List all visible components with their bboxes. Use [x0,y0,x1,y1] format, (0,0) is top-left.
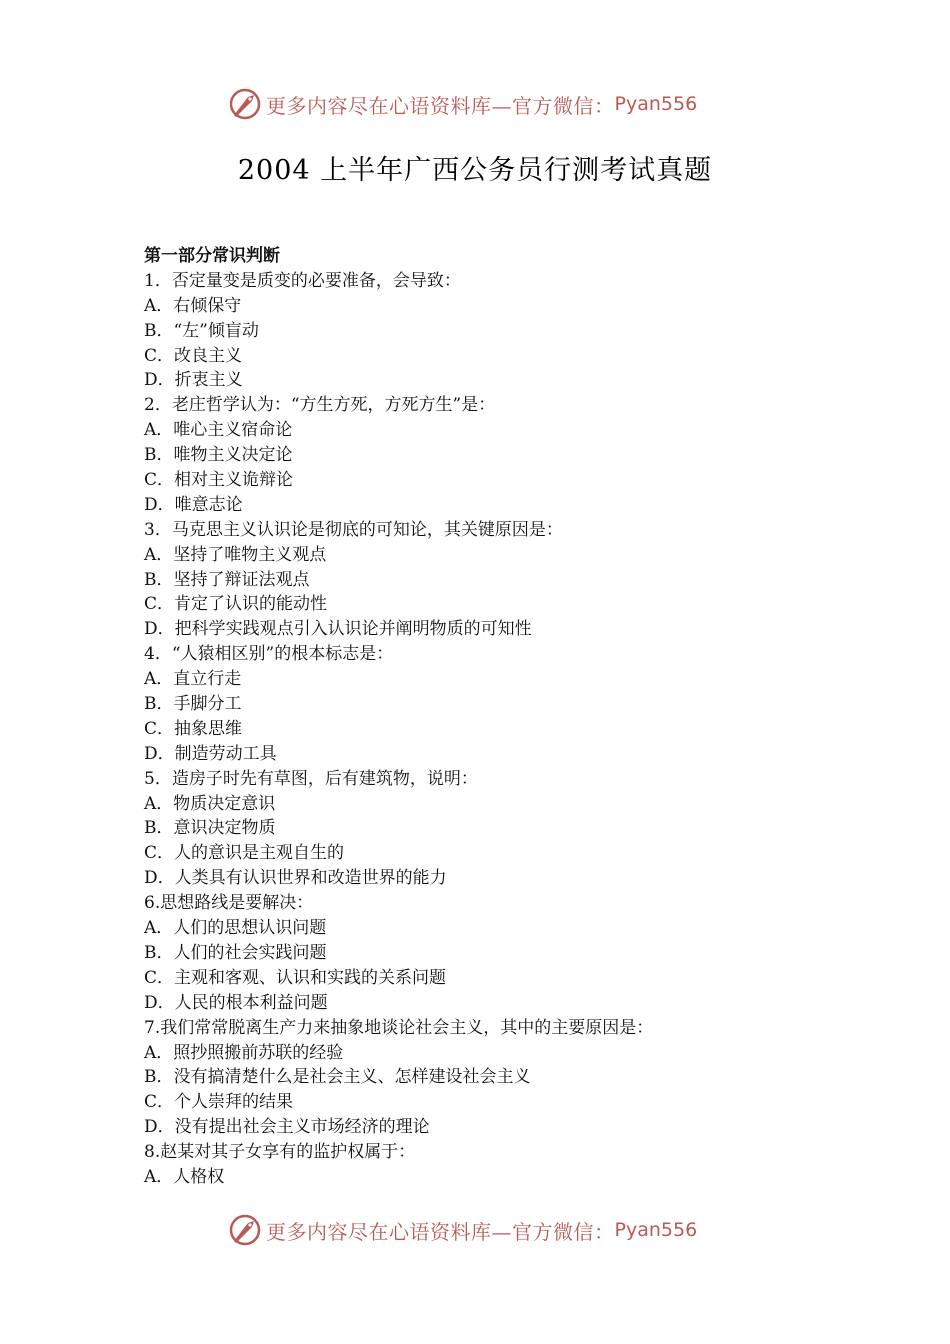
answer-option: C．个人崇拜的结果 [144,1092,294,1113]
question-list [144,269,844,1190]
header-watermark-banner [228,84,748,124]
answer-option: A．物质决定意识 [144,793,276,814]
document-title: 2004 上半年广西公务员行测考试真题 [237,155,713,186]
answer-option: C．人的意识是主观自生的 [144,843,345,864]
question-text: 5．造房子时先有草图，后有建筑物，说明： [144,768,478,789]
answer-option: C．抽象思维 [144,718,243,739]
banner-wechat-id: Pyan556 [614,1219,698,1241]
question-text: 2．老庄哲学认为：“方生方死，方死方生”是： [144,395,496,416]
answer-option: D．没有提出社会主义市场经济的理论 [144,1117,430,1138]
answer-option: B．手脚分工 [144,694,242,715]
pen-nib-logo-icon [228,1213,262,1247]
answer-option: B．没有搞清楚什么是社会主义、怎样建设社会主义 [144,1067,531,1088]
answer-option: D．把科学实践观点引入认识论并阐明物质的可知性 [144,619,532,640]
answer-option: B．坚持了辩证法观点 [144,569,310,590]
answer-option: A．人格权 [144,1166,225,1187]
answer-option: D．人民的根本利益问题 [144,992,328,1013]
answer-option: A．唯心主义宿命论 [144,420,293,441]
question-text: 8.赵某对其子女享有的监护权属于： [144,1142,416,1163]
document-body [144,244,844,1190]
banner-text: 更多内容尽在心语资料库—官方微信： [266,1219,615,1244]
banner-wechat-id: Pyan556 [614,93,698,115]
answer-option: A．人们的思想认识问题 [144,918,327,939]
answer-option: C．主观和客观、认识和实践的关系问题 [144,967,447,988]
answer-option: A．坚持了唯物主义观点 [144,544,327,565]
question-text: 1．否定量变是质变的必要准备，会导致： [144,270,461,291]
answer-option: D．折衷主义 [144,370,243,391]
answer-option: A．照抄照搬前苏联的经验 [144,1042,344,1063]
answer-option: C．改良主义 [144,345,243,366]
answer-option: B．人们的社会实践问题 [144,942,327,963]
question-text: 4．“人猿相区别”的根本标志是： [144,644,394,665]
answer-option: B．“左”倾盲动 [144,320,259,341]
answer-option: B．意识决定物质 [144,818,276,839]
answer-option: A．右倾保守 [144,295,242,316]
answer-option: D．制造劳动工具 [144,743,277,764]
footer-watermark-banner [228,1210,748,1250]
question-text: 7.我们常常脱离生产力来抽象地谈论社会主义，其中的主要原因是： [144,1017,654,1038]
answer-option: A．直立行走 [144,669,242,690]
section-title: 第一部分常识判断 [144,246,280,266]
answer-option: C．相对主义诡辩论 [144,470,294,491]
banner-text: 更多内容尽在心语资料库—官方微信： [266,93,615,118]
answer-option: C．肯定了认识的能动性 [144,594,328,615]
question-text: 6.思想路线是要解决： [144,893,314,914]
answer-option: D．唯意志论 [144,494,243,515]
question-text: 3．马克思主义认识论是彻底的可知论，其关键原因是： [144,519,563,540]
pen-nib-logo-icon [228,87,262,121]
answer-option: D．人类具有认识世界和改造世界的能力 [144,868,447,889]
answer-option: B．唯物主义决定论 [144,445,293,466]
